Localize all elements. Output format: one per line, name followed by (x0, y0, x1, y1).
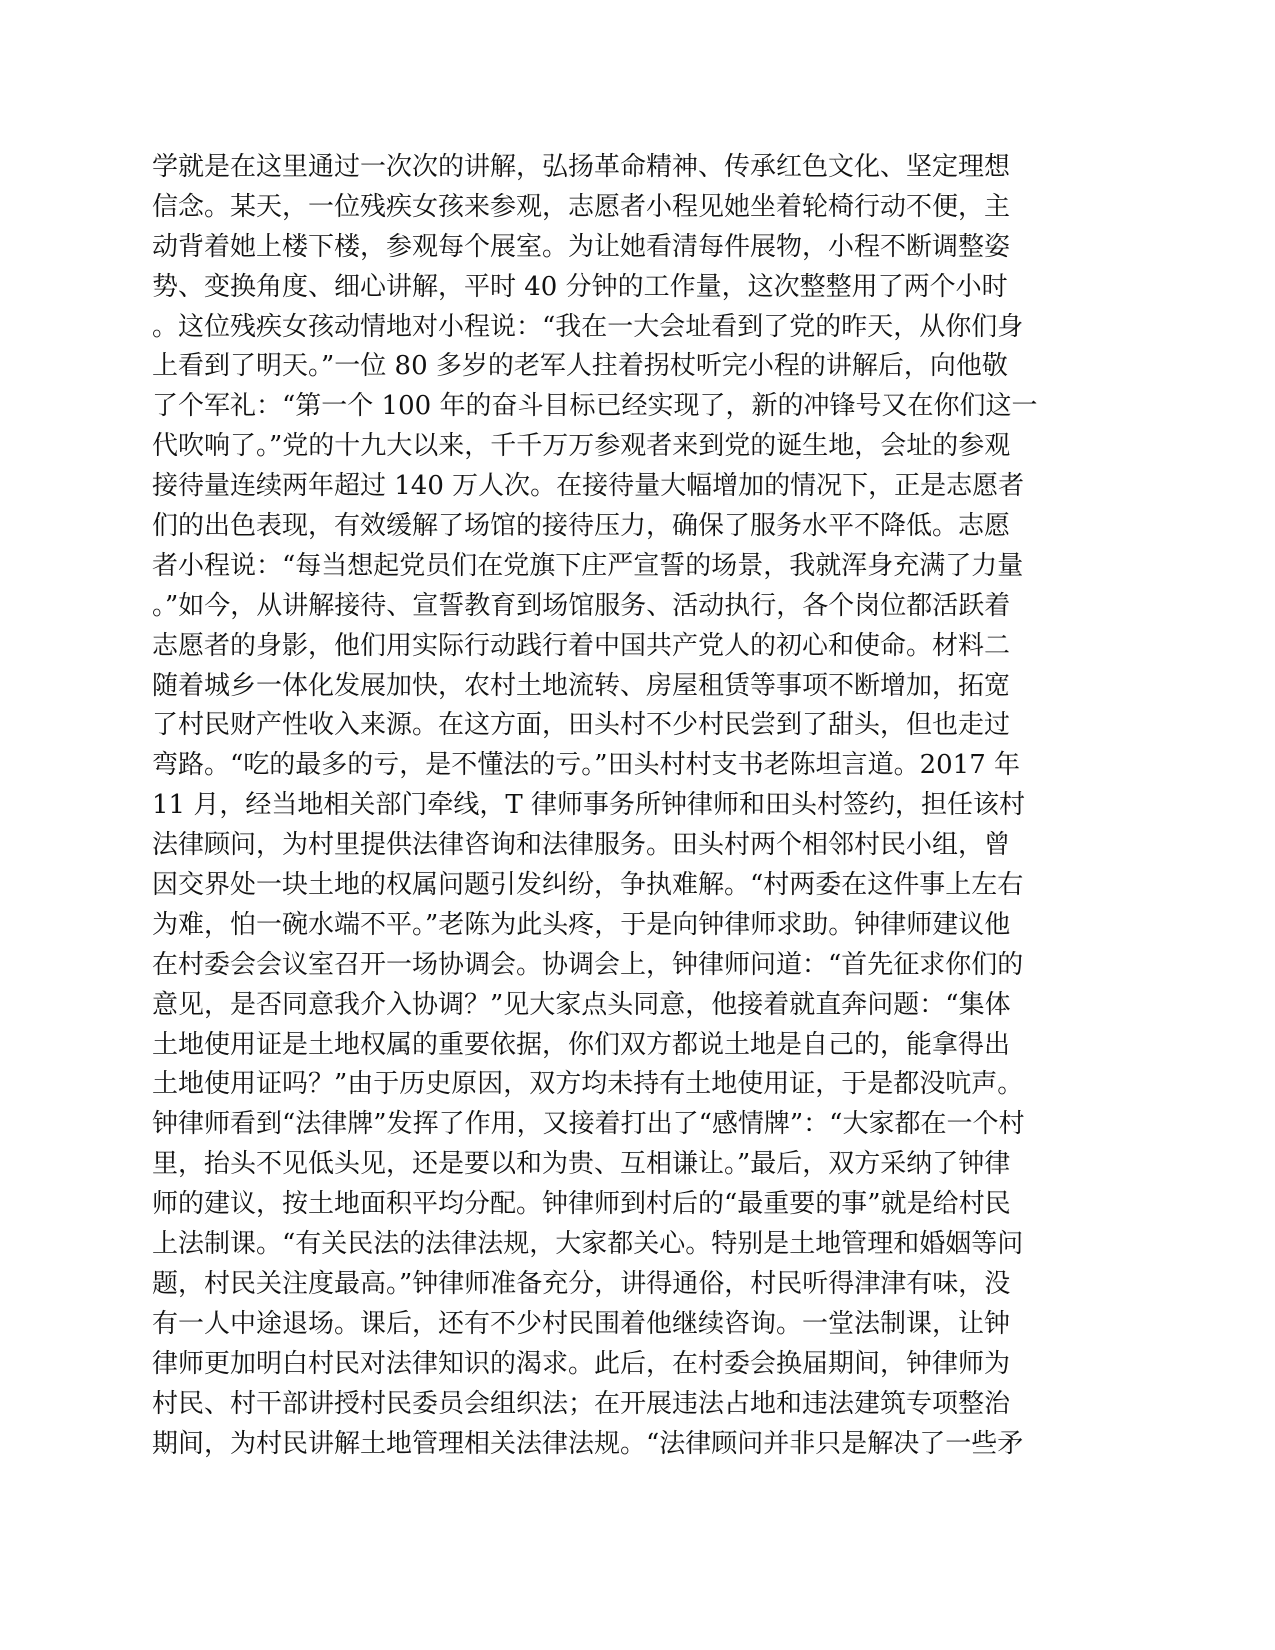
text-line: 土地使用证吗？”由于历史原因，双方均未持有土地使用证，于是都没吭声。 (152, 1069, 1024, 1100)
text-line: 有一人中途退场。课后，还有不少村民围着他继续咨询。一堂法制课，让钟 (152, 1308, 1011, 1339)
text-line: 上法制课。“有关民法的法律法规，大家都关心。特别是土地管理和婚姻等问 (152, 1229, 1024, 1260)
text-line: 师的建议，按土地面积平均分配。钟律师到村后的“最重要的事”就是给村民 (152, 1189, 1011, 1220)
text-line: 土地使用证是土地权属的重要依据，你们双方都说土地是自己的，能拿得出 (152, 1029, 1011, 1060)
text-line: 志愿者的身影，他们用实际行动践行着中国共产党人的初心和使命。材料二 (152, 630, 1011, 661)
text-line: 了个军礼：“第一个 100 年的奋斗目标已经实现了，新的冲锋号又在你们这一 (152, 391, 1038, 422)
text-line: 们的出色表现，有效缓解了场馆的接待压力，确保了服务水平不降低。志愿 (152, 511, 1011, 542)
text-line: 11 月，经当地相关部门牵线，T 律师事务所钟律师和田头村签约，担任该村 (152, 790, 1025, 821)
body-text (152, 148, 1132, 1464)
text-line: 。这位残疾女孩动情地对小程说：“我在一大会址看到了党的昨天，从你们身 (152, 311, 1024, 342)
text-line: 因交界处一块土地的权属问题引发纠纷，争执难解。“村两委在这件事上左右 (152, 870, 1024, 901)
text-line: 接待量连续两年超过 140 万人次。在接待量大幅增加的情况下，正是志愿者 (152, 471, 1025, 502)
text-line: 学就是在这里通过一次次的讲解，弘扬革命精神、传承红色文化、坚定理想 (152, 152, 1011, 182)
text-line: 随着城乡一体化发展加快，农村土地流转、房屋租赁等事项不断增加，拓宽 (152, 670, 1011, 701)
text-line: 上看到了明天。”一位 80 多岁的老军人拄着拐杖听完小程的讲解后，向他敬 (152, 351, 1008, 382)
text-line: 意见，是否同意我介入协调？”见大家点头同意，他接着就直奔问题：“集体 (152, 989, 1011, 1020)
text-line: 法律顾问，为村里提供法律咨询和法律服务。田头村两个相邻村民小组，曾 (152, 830, 1011, 861)
text-line: 题，村民关注度最高。”钟律师准备充分，讲得通俗，村民听得津津有味，没 (152, 1268, 1011, 1299)
text-line: 弯路。“吃的最多的亏，是不懂法的亏。”田头村村支书老陈坦言道。2017 年 (152, 750, 1021, 781)
text-line: 了村民财产性收入来源。在这方面，田头村不少村民尝到了甜头，但也走过 (152, 710, 1011, 741)
text-line: 在村委会会议室召开一场协调会。协调会上，钟律师问道：“首先征求你们的 (152, 949, 1024, 980)
text-line: 势、变换角度、细心讲解，平时 40 分钟的工作量，这次整整用了两个小时 (152, 271, 1008, 302)
text-line: 信念。某天，一位残疾女孩来参观，志愿者小程见她坐着轮椅行动不便，主 (152, 191, 1011, 222)
text-line: 代吹响了。”党的十九大以来，千千万万参观者来到党的诞生地，会址的参观 (152, 431, 1011, 462)
text-line: 里，抬头不见低头见，还是要以和为贵、互相谦让。”最后，双方采纳了钟律 (152, 1149, 1011, 1180)
text-line: 钟律师看到“法律牌”发挥了作用，又接着打出了“感情牌”：“大家都在一个村 (152, 1109, 1025, 1140)
text-line: 村民、村干部讲授村民委员会组织法；在开展违法占地和违法建筑专项整治 (152, 1388, 1011, 1419)
text-line: 。”如今，从讲解接待、宣誓教育到场馆服务、活动执行，各个岗位都活跃着 (152, 590, 1011, 621)
text-line: 者小程说：“每当想起党员们在党旗下庄严宣誓的场景，我就浑身充满了力量 (152, 550, 1024, 581)
text-line: 为难，怕一碗水端不平。”老陈为此头疼，于是向钟律师求助。钟律师建议他 (152, 909, 1011, 940)
text-line: 律师更加明白村民对法律知识的渴求。此后，在村委会换届期间，钟律师为 (152, 1348, 1011, 1379)
text-line: 期间，为村民讲解土地管理相关法律法规。“法律顾问并非只是解决了一些矛 (152, 1428, 1024, 1459)
text-line: 动背着她上楼下楼，参观每个展室。为让她看清每件展物，小程不断调整姿 (152, 231, 1011, 262)
